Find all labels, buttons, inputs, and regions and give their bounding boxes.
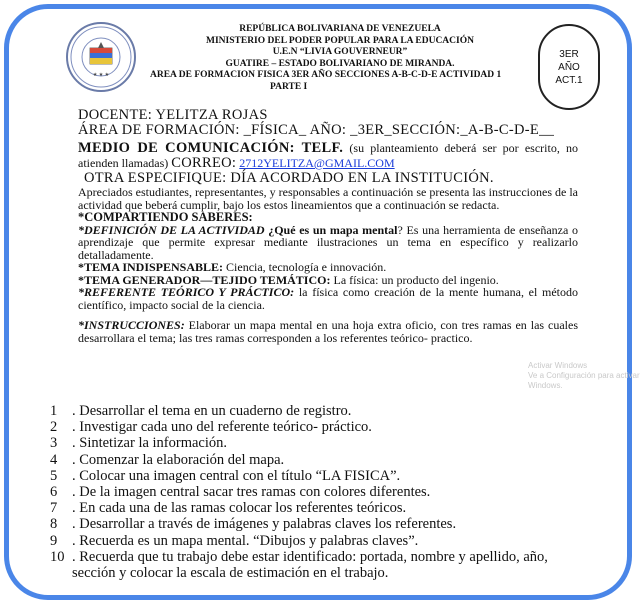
document-body — [78, 108, 578, 344]
step-number: 8 — [50, 516, 58, 533]
medio-line — [78, 141, 578, 171]
step-text: . Sintetizar la información. — [72, 435, 228, 452]
medio-text: (su planteamiento deberá ser por escrito, no atienden llamadas) — [78, 141, 578, 170]
watermark-line: Ve a Configuración para activar Windows. — [528, 371, 640, 390]
activity-badge — [538, 24, 600, 110]
list-item — [50, 516, 590, 532]
list-item — [50, 533, 590, 549]
instrucciones-paragraph — [78, 319, 578, 344]
referente-label: *REFERENTE TEÓRICO Y PRÁCTICO: — [78, 285, 295, 299]
list-item — [50, 484, 590, 500]
instrucciones-label: *INSTRUCCIONES: — [78, 318, 185, 332]
email-link[interactable]: 2712YELITZA@GMAIL.COM — [239, 156, 395, 170]
list-item — [50, 419, 590, 435]
header-line: GUATIRE – ESTADO BOLIVARIANO DE MIRANDA. — [225, 58, 455, 69]
step-text: . Comenzar la elaboración del mapa. — [72, 451, 285, 468]
step-number: 7 — [50, 500, 58, 517]
step-text: . En cada una de las ramas colocar los referentes teóricos. — [72, 500, 407, 517]
school-logo — [66, 22, 136, 92]
list-item — [50, 500, 590, 516]
header-line: U.E.N “LIVIA GOUVERNEUR” — [272, 47, 408, 57]
list-item — [50, 549, 590, 581]
badge-line: ACT.1 — [555, 74, 583, 86]
definicion-text: ? Es una herramienta de enseñanza o aprendizaje que permite expresar mediante ilustraciones un tema en específico y realizarlo detalladamente. — [78, 222, 578, 262]
area-line: ÁREA DE FORMACIÓN: _FÍSICA_ AÑO: _3ER_SECCIÓN:_A-B-C-D-E__ — [78, 122, 555, 138]
svg-text:★ ★ ★: ★ ★ ★ — [92, 72, 110, 78]
step-number: 5 — [50, 467, 58, 484]
indispensable-label: *TEMA INDISPENSABLE: — [78, 260, 224, 274]
referente-paragraph — [78, 286, 578, 311]
step-text: . Colocar una imagen central con el título “LA FISICA”. — [72, 467, 401, 484]
header-line: PARTE I — [270, 81, 308, 92]
step-number: 1 — [50, 403, 58, 419]
indispensable-text: Ciencia, tecnología e innovación. — [223, 260, 387, 274]
step-number: 4 — [50, 451, 58, 468]
generador-label: *TEMA GENERADOR—TEJIDO TEMÁTICO: — [78, 272, 331, 287]
step-number: 2 — [50, 419, 58, 436]
document-header — [140, 24, 540, 93]
list-item — [50, 468, 590, 484]
referente-text: la física como creación de la mente humana, el método científico, impacto social de la ciencia. — [78, 285, 579, 312]
list-item — [50, 435, 590, 451]
definicion-paragraph — [78, 224, 578, 262]
step-text: . Investigar cada uno del referente teórico- práctico. — [72, 419, 372, 436]
list-item — [50, 403, 590, 419]
header-line: AREA DE FORMACION FISICA 3ER AÑO SECCIONES A-B-C-D-E ACTIVIDAD 1 — [150, 70, 502, 80]
medio-label: MEDIO DE COMUNICACIÓN: TELF. — [78, 140, 344, 156]
watermark-line: Activar Windows — [528, 361, 588, 370]
docente-line: DOCENTE: YELITZA ROJAS — [78, 107, 268, 123]
step-number: 10 — [50, 548, 65, 565]
step-number: 3 — [50, 435, 58, 452]
list-item — [50, 452, 590, 468]
step-number: 6 — [50, 484, 58, 501]
instrucciones-text: Elaborar un mapa mental en una hoja extra oficio, con tres ramas en las cuales desarrollara el tema; las tres ramas corresponden a los referentes teórico- practico. — [78, 318, 578, 345]
step-text: . Desarrollar a través de imágenes y palabras claves los referentes. — [72, 516, 457, 533]
intro-paragraph: Apreciados estudiantes, representantes, y responsables a continuación se presenta las instrucciones de la actividad que beberá cumplir, bajo los estos lineamientos que a continuación se redacta. — [78, 185, 578, 212]
correo-label: CORREO: — [171, 155, 237, 171]
definicion-question: ¿Qué es un mapa mental — [268, 222, 398, 237]
header-line: REPÚBLICA BOLIVARIANA DE VENEZUELA — [239, 24, 441, 34]
step-text: . De la imagen central sacar tres ramas con colores diferentes. — [72, 484, 431, 501]
generador-text: La física: un producto del ingenio. — [330, 272, 499, 287]
step-text: . Recuerda es un mapa mental. “Dibujos y palabras claves”. — [72, 532, 419, 549]
windows-activation-watermark — [528, 361, 640, 391]
header-line: MINISTERIO DEL PODER POPULAR PARA LA EDUCACIÓN — [206, 35, 474, 46]
compartiendo-heading: *COMPARTIENDO SABERES: — [78, 210, 253, 224]
definicion-label: *DEFINICIÓN DE LA ACTIVIDAD — [78, 222, 265, 237]
step-text: . Desarrollar el tema en un cuaderno de registro. — [72, 403, 352, 419]
steps-list — [50, 403, 590, 581]
badge-line: 3ER — [559, 48, 579, 60]
otra-line: OTRA ESPECIFIQUE: DÍA ACORDADO EN LA INSTITUCIÓN. — [84, 170, 494, 186]
step-text: . Recuerda que tu trabajo debe estar identificado: portada, nombre y apellido, año, sección y colocar la escala de estimación en el trabajo. — [72, 548, 548, 582]
badge-line: AÑO — [558, 61, 580, 73]
step-number: 9 — [50, 532, 58, 549]
